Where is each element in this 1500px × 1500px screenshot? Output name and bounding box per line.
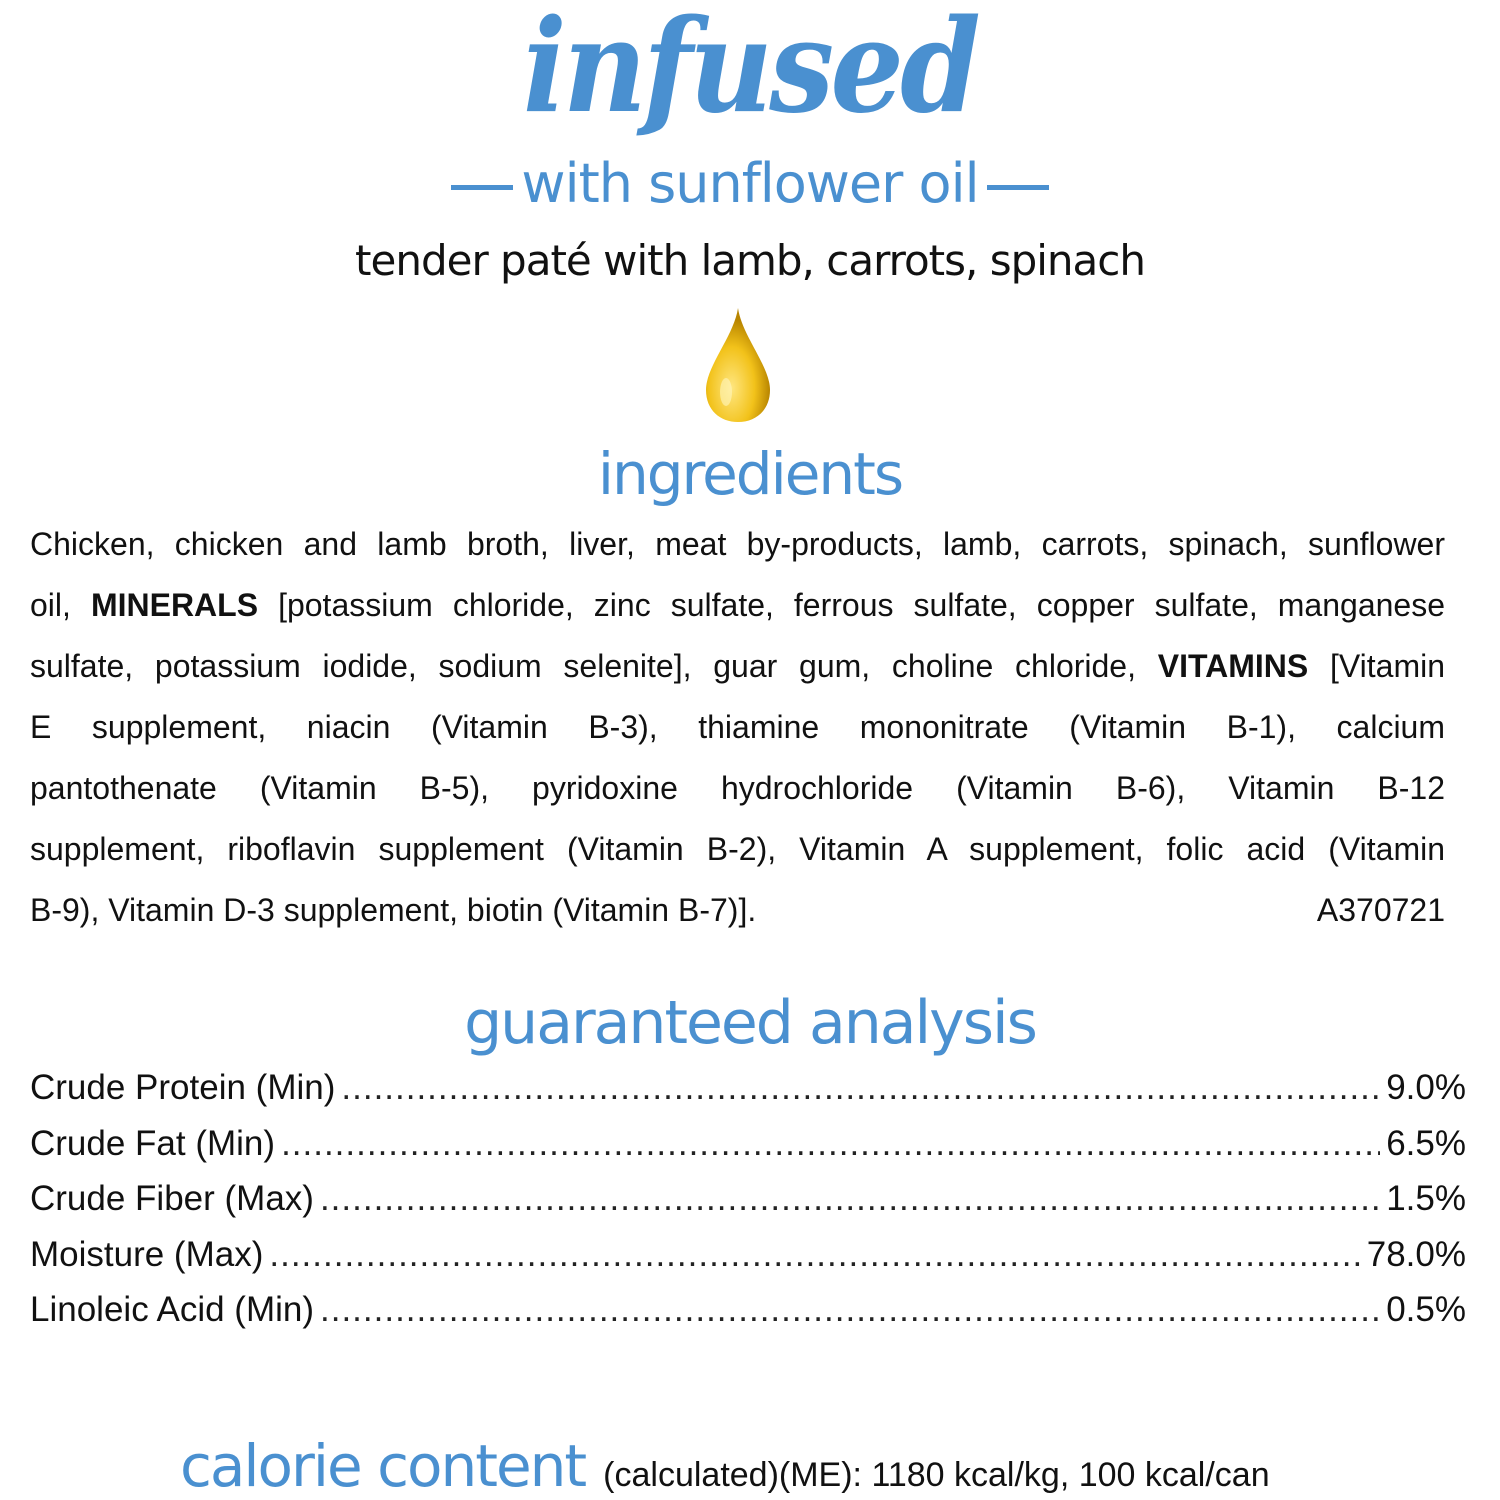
analysis-row — [30, 1179, 1466, 1235]
dot-leader — [320, 1179, 1380, 1219]
analysis-value: 1.5% — [1386, 1179, 1466, 1218]
analysis-value: 6.5% — [1386, 1123, 1466, 1163]
analysis-table — [30, 1068, 1466, 1346]
analysis-label: Crude Fiber (Max) — [30, 1179, 314, 1218]
brand-logo: infused — [522, 0, 978, 142]
ingredients-line — [30, 880, 1445, 941]
analysis-label: Crude Protein (Min) — [30, 1068, 336, 1107]
minerals-label: MINERALS — [90, 587, 259, 623]
ingredients-line — [30, 758, 1445, 819]
oil-drop-icon — [704, 306, 772, 424]
analysis-value: 9.0% — [1386, 1068, 1466, 1107]
analysis-row — [30, 1290, 1466, 1346]
analysis-label: Crude Fat (Min) — [30, 1123, 276, 1163]
vitamins-label: VITAMINS — [1157, 648, 1309, 684]
ingredients-line — [30, 575, 1445, 636]
text: B-9), Vitamin D-3 supplement, biotin (Vitamin B-7)]. — [30, 892, 757, 928]
analysis-label: Linoleic Acid (Min) — [30, 1290, 314, 1329]
ingredients-line — [30, 636, 1445, 697]
analysis-row — [30, 1124, 1466, 1180]
analysis-heading: guaranteed analysis — [464, 988, 1036, 1058]
calorie-heading: calorie content — [180, 1432, 586, 1500]
analysis-row — [30, 1068, 1466, 1124]
dash-right — [987, 185, 1049, 190]
text: oil, — [30, 587, 91, 623]
dot-leader — [269, 1235, 1360, 1275]
ingredients-line — [30, 697, 1445, 758]
ingredients-list — [30, 514, 1445, 941]
text: Chicken, chicken and lamb broth, liver, meat by-products, lamb, carrots, spinach, sunflower — [30, 526, 1445, 562]
text: E supplement, niacin (Vitamin B-3), thiamine mononitrate (Vitamin B-1), calcium — [30, 709, 1445, 745]
dot-leader — [341, 1068, 1380, 1108]
text: supplement, riboflavin supplement (Vitamin B-2), Vitamin A supplement, folic acid (Vitamin — [30, 831, 1445, 867]
ingredients-line — [30, 819, 1445, 880]
analysis-label: Moisture (Max) — [30, 1234, 264, 1274]
product-subtitle: tender paté with lamb, carrots, spinach — [355, 236, 1145, 285]
text: pantothenate (Vitamin B-5), pyridoxine hydrochloride (Vitamin B-6), Vitamin B-12 — [30, 770, 1445, 806]
calorie-content — [180, 1432, 1270, 1500]
product-code: A370721 — [1316, 892, 1445, 928]
ingredients-heading: ingredients — [597, 440, 903, 508]
analysis-value: 0.5% — [1386, 1290, 1466, 1329]
text: [potassium chloride, zinc sulfate, ferrous sulfate, copper sulfate, manganese — [258, 587, 1446, 623]
dot-leader — [320, 1290, 1380, 1330]
dash-left — [451, 185, 513, 190]
ingredients-line — [30, 514, 1445, 575]
analysis-value: 78.0% — [1366, 1234, 1466, 1274]
text: [Vitamin — [1308, 648, 1446, 684]
analysis-row — [30, 1235, 1466, 1291]
calorie-value: (calculated)(ME): 1180 kcal/kg, 100 kcal/can — [603, 1456, 1270, 1494]
tagline-text: with sunflower oil — [521, 152, 979, 215]
text: sulfate, potassium iodide, sodium selenite], guar gum, choline chloride, — [30, 648, 1158, 684]
tagline — [0, 152, 1500, 215]
dot-leader — [281, 1124, 1380, 1164]
